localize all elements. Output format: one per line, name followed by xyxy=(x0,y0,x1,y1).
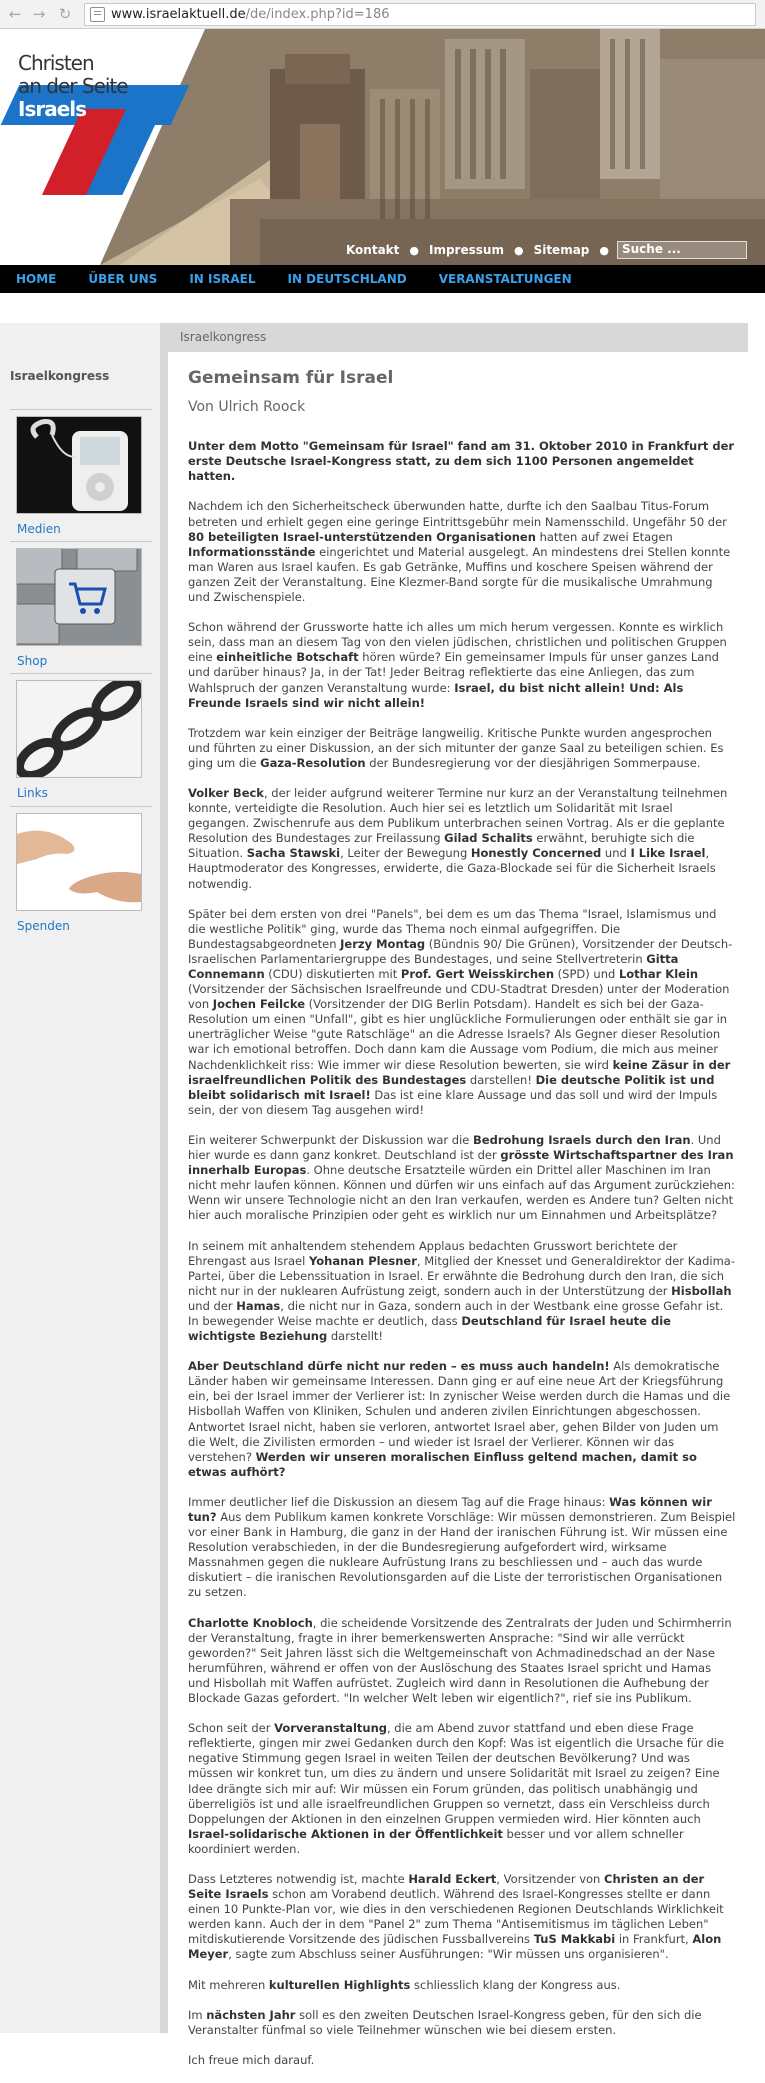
bold-text: Aber Deutschland dürfe nicht nur reden – es muss auch handeln! xyxy=(188,1359,610,1374)
text-run: , Mitglied der Knesset und Generaldirektor der Kadima-Partei, über die Lebenssituation in Israel. Er erwähnte die Bedrohung durch den Iran, die sich nicht nur in der nuklearen Aufrüstung zeigt, sondern auch in der Unterstützung der xyxy=(188,1253,735,1298)
ipod-icon[interactable] xyxy=(16,416,142,514)
page-icon xyxy=(90,7,105,22)
article-paragraph xyxy=(188,1359,736,1480)
nav-in-deutschland[interactable]: IN DEUTSCHLAND xyxy=(287,272,407,286)
text-run: (SPD) und xyxy=(554,967,619,981)
text-run: Mit mehreren xyxy=(188,1977,269,1992)
bold-text: I Like Israel xyxy=(630,846,706,861)
text-run: soll es den zweiten Deutschen Israel-Kongress geben, für den sich die Veranstalter fünfmal so viele Teilnehmer wünschen wie bei diesem ersten. xyxy=(188,2007,702,2037)
bold-text: Harald Eckert xyxy=(408,1871,497,1886)
article-author: Von Ulrich Roock xyxy=(188,399,306,416)
text-run: Trotzdem war kein einziger der Beiträge langweilig. Kritische Punkte wurden angesprochen und führten zu einer Diskussion, an der sich mitunter der ganze Saal zu beteiligen schien. Es ging um die xyxy=(188,725,724,770)
header-banner xyxy=(0,29,765,265)
bold-text: Die deutsche Politik ist und bleibt solidarisch mit Israel! xyxy=(188,1072,715,1102)
article-paragraph xyxy=(188,1495,736,1601)
text-run: darstellt! xyxy=(327,1329,384,1344)
back-arrow-icon[interactable]: ← xyxy=(8,5,22,23)
article-paragraph xyxy=(188,1616,736,1707)
bold-text: Volker Beck xyxy=(188,785,264,800)
address-bar[interactable] xyxy=(84,3,756,26)
bold-text: Bedrohung Israels durch den Iran xyxy=(473,1132,691,1147)
text-run: hatten auf zwei Etagen xyxy=(535,529,673,544)
hands-icon[interactable] xyxy=(16,813,142,911)
article-paragraph xyxy=(188,2008,736,2038)
bold-text: Deutschland für Israel heute die wichtigste Beziehung xyxy=(188,1313,671,1344)
bold-text: Honestly Concerned xyxy=(470,846,602,861)
text-run: Dass Letzteres notwendig ist, machte xyxy=(188,1871,409,1886)
page-title: Gemeinsam für Israel xyxy=(188,368,394,388)
bold-text: keine Zäsur in der israelfreundlichen Politik des Bundestages xyxy=(188,1057,731,1087)
bold-text: Hisbollah xyxy=(671,1283,732,1298)
text-run: , der leider aufgrund weiterer Termine nur kurz an der Veranstaltung teilnehmen konnte, verteidigte die Resolution. Auch hier sei es letztlich um Solidarität mit Israel gegangen. Zwischenrufe aus dem Publikum unterbrachen seinen Vortrag. Als er die geplante Resolution des Bundestages zur Freilassung xyxy=(188,785,728,846)
bold-text: Was können wir tun? xyxy=(188,1494,712,1524)
text-run: , die nicht nur in Gaza, sondern auch in der Westbank eine grosse Gefahr ist. In bewegender Weise machte er deutlich, dass xyxy=(188,1298,724,1328)
bold-text: nächsten Jahr xyxy=(206,2007,296,2022)
logo-line-1: Christen xyxy=(18,51,94,75)
text-run: . Ohne deutsche Ersatzteile würden ein Drittel aller Maschinen im Iran nicht mehr laufen können. Können und dürfen wir uns einfach auf das Argument zurückziehen: Wenn wir unsere Technologie nicht an den Iran verkaufen, werden es Andere tun? Gelten nicht hier auch moralische Prinzipien oder geht es wirklich nur um Einnahmen und Arbeitsplätze? xyxy=(188,1163,735,1223)
top-links xyxy=(336,241,747,259)
bold-text: Israel, du bist nicht allein! Und: Als Freunde Israels sind wir nicht allein! xyxy=(188,680,684,710)
kontakt-link[interactable]: Kontakt xyxy=(345,243,400,257)
nav-ueber-uns[interactable]: ÜBER UNS xyxy=(88,272,158,286)
article-paragraph xyxy=(188,1133,736,1224)
text-run: (Vorsitzender der DIG Berlin Potsdam). Handelt es sich bei der Gaza-Resolution um einen "Unfall", gibt es hier unglückliche Formulierungen oder enthält sie gar in unerträglicher Weise "gute Ratschläge" an die Adresse Israels? Als Gegner dieser Resolution war ich emotional betroffen. Doch dann kam die Aussage vom Podium, die mich aus meiner Nachdenklichkeit riss: Wie immer wir diese Resolution bewerten, sie wird xyxy=(188,997,728,1072)
sidebar-item-label[interactable]: Medien xyxy=(17,522,61,536)
divider xyxy=(10,806,152,807)
text-run: Ein weiterer Schwerpunkt der Diskussion war die xyxy=(188,1132,474,1147)
reload-icon[interactable]: ↻ xyxy=(58,5,72,23)
nav-home[interactable]: HOME xyxy=(16,272,57,286)
text-run: Später bei dem ersten von drei "Panels", bei dem es um das Thema "Israel, Islamismus und die westliche Politik" ging, wurde das Thema noch einmal aufgegriffen. Die Bundestagsabgeordneten xyxy=(188,906,717,951)
sidebar-item-spenden[interactable] xyxy=(10,806,152,933)
bold-text: TuS Makkabi xyxy=(533,1932,616,1947)
bold-text: Jochen Feilcke xyxy=(212,997,305,1012)
nav-in-israel[interactable]: IN ISRAEL xyxy=(189,272,256,286)
bold-text: Prof. Gert Weisskirchen xyxy=(400,967,555,981)
bold-text: Israel-solidarische Aktionen in der Öffentlichkeit xyxy=(188,1826,503,1841)
text-run: Als demokratische Länder haben wir gemeinsame Interessen. Dann ging er auf eine neue Art der Kriegsführung ein, bei der Israel immer der Verlierer ist: In zynischer Weise werden durch die Hamas und die Hisbollah Waffen von Kliniken, Schulen und anderen zivilen Einrichtungen abgeschossen. Antwortet Israel nicht, haben sie verloren, antwortet Israel aber, gehen Bilder von Juden um die Welt, die Zivilisten ermorden – und wieder ist Israel der Verlierer. Können wir das verstehen? xyxy=(188,1359,731,1464)
logo-line-2: an der Seite xyxy=(18,74,128,98)
bold-text: Jerzy Montag xyxy=(340,936,426,951)
text-run: , die am Abend zuvor stattfand und eben diese Frage reflektierte, gingen mir zwei Gedanken durch den Kopf: Was ist eigentlich die Ursache für die negative Stimmung gegen Israel in weiten Teilen der deutschen Bevölkerung? Und was müssen wir konkret tun, um dies zu ändern und unsere Solidarität mit Israel zu zeigen? Eine Idee drängte sich mir auf: Wir müssen ein Forum gründen, das politisch unabhängig und überreligiös ist und alle israelfreundlichen Gruppen so vernetzt, dass ein Verschleiss durch Doppelungen der Aktionen in den einzelnen Gruppen vermieden wird. Hier könnten auch xyxy=(188,1721,725,1826)
article-paragraph xyxy=(188,439,736,484)
column-divider xyxy=(160,323,168,2033)
sidebar-item-medien[interactable] xyxy=(10,409,152,536)
text-run: schliesslich klang der Kongress aus. xyxy=(410,1977,621,1992)
article-paragraph xyxy=(188,786,736,892)
text-run: Schon während der Grussworte hatte ich alles um mich herum vergessen. Konnte es wirklich sein, dass man an diesem Tag von den vielen jüdischen, christlichen und politischen Gruppen eine xyxy=(188,620,727,665)
text-run: eingerichtet und Material ausgelegt. An mindestens drei Stellen konnte man Waren aus Israel kaufen. Es gab Getränke, Muffins und koschere Speisen während der ganzen Zeit der Veranstaltung. Eine Klezmer-Band sorgte für die musikalische Umrahmung und Zwischenspiele. xyxy=(188,544,731,605)
bold-text: 80 beteiligten Israel-unterstützenden Organisationen xyxy=(188,529,536,544)
text-run: Schon seit der xyxy=(188,1721,275,1736)
bold-text: Lothar Klein xyxy=(618,967,699,981)
bold-text: Werden wir unseren moralischen Einfluss geltend machen, damit so etwas aufhört? xyxy=(188,1449,697,1479)
text-run: hören würde? Ein gemeinsamer Impuls für unser ganzes Land und darüber hinaus? Ja, in der Tat! Jeder Beitrag reflektierte das eine Anliegen, das zum Wahlspruch der ganzen Veranstaltung wurde: xyxy=(188,650,719,695)
sidebar-item-shop[interactable] xyxy=(10,541,152,668)
article-paragraph xyxy=(188,2053,736,2068)
sidebar xyxy=(0,323,160,2033)
text-run: und der xyxy=(188,1298,237,1313)
bullet-icon: ● xyxy=(513,243,524,257)
breadcrumb xyxy=(168,323,748,352)
bold-text: Charlotte Knobloch xyxy=(188,1615,313,1630)
article-paragraph xyxy=(188,499,736,605)
bold-text: Alon Meyer xyxy=(188,1932,722,1962)
text-run: Im xyxy=(188,2007,207,2022)
text-run: , die scheidende Vorsitzende des Zentralrats der Juden und Schirmherrin der Veranstaltung, fragte in ihrer bemerkenswerten Ansprache: "Sind wir alle verrückt geworden?" Seit Jahren lässt sich die Weltgemeinschaft von Achmadinedschad an der Nase herumführen, während er offen von der Auslöschung des Staates Israel spricht und Hamas und Hisbollah mit Waffen aufrüstet. Zugleich wird dann in Resolutionen die Aufhebung der Blockade Gazas gefordert. "In welcher Welt leben wir eigentlich?", rief sie ins Publikum. xyxy=(188,1615,732,1706)
text-run: in Frankfurt, xyxy=(615,1932,693,1947)
text-run: Immer deutlicher lief die Diskussion an diesem Tag auf die Frage hinaus: xyxy=(188,1494,610,1509)
sitemap-link[interactable]: Sitemap xyxy=(533,243,590,257)
site-logo[interactable] xyxy=(18,52,128,121)
sidebar-item-label[interactable]: Spenden xyxy=(17,919,70,933)
divider xyxy=(10,409,152,410)
sidebar-title: Israelkongress xyxy=(10,369,110,383)
article-paragraph xyxy=(188,1978,736,1993)
text-run: , Hauptmoderator des Kongresses, erwiderte, die Gaza-Blockade sei für die Sicherheit Israels notwendig. xyxy=(188,846,716,891)
bullet-icon: ● xyxy=(599,243,609,257)
url-text[interactable] xyxy=(111,6,390,23)
bold-text: einheitliche Botschaft xyxy=(216,650,359,665)
impressum-link[interactable]: Impressum xyxy=(429,243,504,257)
nav-veranstaltungen[interactable]: VERANSTALTUNGEN xyxy=(438,272,572,286)
article-paragraph xyxy=(188,620,736,711)
sidebar-item-label[interactable]: Links xyxy=(17,786,48,800)
text-run: (CDU) diskutierten mit xyxy=(264,967,401,981)
sidebar-item-links[interactable] xyxy=(10,673,152,800)
bold-text: Gilad Schalits xyxy=(444,831,533,846)
article-paragraph xyxy=(188,1721,736,1857)
breadcrumb-label: Israelkongress xyxy=(180,330,267,344)
search-input[interactable]: Suche ... xyxy=(617,241,747,259)
text-run: (Bündnis 90/ Die Grünen), Vorsitzender der Deutsch-Israelischen Parlamentariergruppe des Bundestages, und seine Stellvertreterin xyxy=(188,936,733,966)
article-paragraph xyxy=(188,726,736,771)
browser-toolbar xyxy=(0,0,765,29)
text-run: erwähnt, beruhigte sich die Situation. xyxy=(188,831,695,861)
cart-key-icon[interactable] xyxy=(16,548,142,646)
logo-line-3: Israels xyxy=(18,97,87,121)
article-body xyxy=(188,439,736,2068)
article-paragraph xyxy=(188,1872,736,1963)
article xyxy=(188,368,736,2083)
url-domain: www.israelaktuell.de xyxy=(111,7,246,22)
text-run: schon am Vorabend deutlich. Während des Israel-Kongresses stellte er dann einen 10 Punkte-Plan vor, wie dies in den verschiedenen Regionen Deutschlands Wirklichkeit werden kann. Auch der in dem "Panel 2" zum Thema "Antisemitismus im täglichen Leben" mitdiskutierende Vorsitzende des jüdischen Fussballvereins xyxy=(188,1887,724,1947)
text-run: besser und vor allem schneller koordiniert werden. xyxy=(188,1826,684,1856)
bold-text: Gaza-Resolution xyxy=(260,755,366,770)
text-run: Nachdem ich den Sicherheitscheck überwunden hatte, durfte ich den Saalbau Titus-Forum betreten und erhielt gegen eine geringe Eintrittsgebühr mein Namensschild. Ungefähr 50 der xyxy=(188,499,727,529)
text-run: Das ist eine klare Aussage und das soll und wird der Impuls sein, der von diesem Tag ausgehen wird! xyxy=(188,1087,718,1117)
bold-text: Informationsstände xyxy=(188,544,316,559)
text-run: , Leiter der Bewegung xyxy=(340,846,471,861)
text-run: (Vorsitzender der Sächsischen Israelfreunde und CDU-Stadtrat Dresden) unter der Moderation von xyxy=(188,982,730,1012)
text-run: In seinem mit anhaltendem stehendem Applaus bedachten Grusswort berichtete der Ehrengast aus Israel xyxy=(188,1238,678,1268)
text-run: darstellen! xyxy=(466,1072,536,1087)
chain-icon[interactable] xyxy=(16,680,142,778)
bold-text: kulturellen Highlights xyxy=(268,1977,411,1992)
divider xyxy=(10,541,152,542)
bold-text: Vorveranstaltung xyxy=(274,1721,387,1736)
text-run: und xyxy=(601,846,631,861)
divider xyxy=(10,673,152,674)
article-paragraph xyxy=(188,1239,736,1345)
text-run: Ich freue mich darauf. xyxy=(188,2052,315,2067)
text-run: Aus dem Publikum kamen konkrete Vorschläge: Wir müssen demonstrieren. Zum Beispiel vor einer Bank in Hamburg, die ganz in der Hand der iranischen Führung ist. Wir müssen eine Resolution verabschieden, in der die Bundesregierung aufgefordert wird, wirksame Massnahmen gegen die nukleare Aufrüstung Irans zu beschliessen und – auch das wurde diskutiert – die iranischen Revolutionsgarden auf die Liste der terroristischen Organisationen zu setzen. xyxy=(188,1510,736,1600)
text-run: , sagte zum Abschluss seiner Ausführungen: "Wir müssen uns organisieren". xyxy=(228,1947,669,1962)
forward-arrow-icon[interactable]: → xyxy=(32,5,46,23)
bold-text: Sacha Stawski xyxy=(246,846,341,861)
bold-text: Unter dem Motto "Gemeinsam für Israel" fand am 31. Oktober 2010 in Frankfurt der erste Deutsche Israel-Kongress statt, zu dem sich 1100 Personen angemeldet hatten. xyxy=(188,439,735,484)
main-navigation xyxy=(0,265,765,293)
bullet-icon: ● xyxy=(409,243,419,257)
bold-text: grösste Wirtschaftspartner des Iran innerhalb Europas xyxy=(188,1148,734,1178)
url-path: /de/index.php?id=186 xyxy=(245,7,390,22)
text-run: . Und hier wurde es dann ganz konkret. Deutschland ist der xyxy=(188,1132,721,1163)
bold-text: Yohanan Plesner xyxy=(308,1253,417,1268)
sidebar-item-label[interactable]: Shop xyxy=(17,654,48,668)
bold-text: Christen an der Seite Israels xyxy=(188,1871,705,1902)
text-run: , Vorsitzender von xyxy=(496,1871,604,1886)
bold-text: Hamas xyxy=(236,1298,281,1313)
bold-text: Gitta Connemann xyxy=(188,951,679,981)
text-run: der Bundesregierung vor der diesjährigen Sommerpause. xyxy=(365,755,701,770)
article-paragraph xyxy=(188,907,736,1118)
